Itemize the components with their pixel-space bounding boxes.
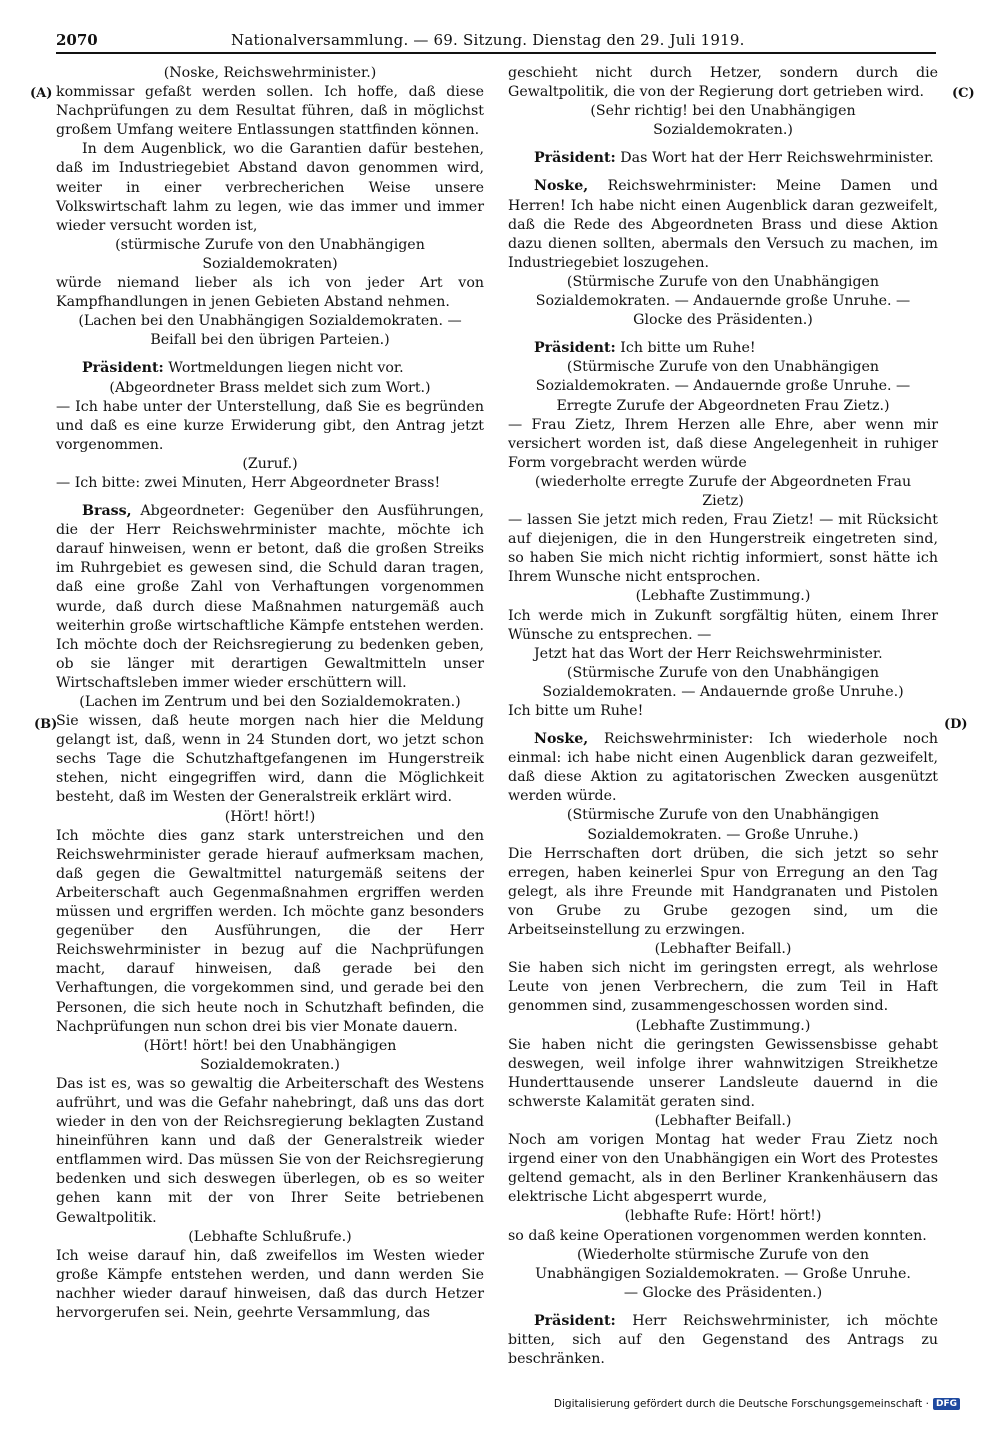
speaker-name: Noske, [534,731,589,748]
paragraph-text: (Stürmische Zurufe von den Unabhängigen Sozialdemokraten. — Andauernde große Unruhe.) [542,664,904,700]
paragraph [508,702,938,721]
interjection [76,312,464,350]
paragraph-text: (Zuruf.) [242,455,298,472]
margin-marker-a: (A) [30,86,53,101]
paragraph-text: — lassen Sie jetzt mich reden, Frau Zietz! — mit Rücksicht auf diejenigen, die in den Hungerstreik eingetreten sind, so haben Sie mich nicht richtig informiert, sonst hätte ich Ihrem Wunsche nicht entsprochen. [508,512,938,586]
interjection [76,808,464,827]
paragraph [508,416,938,473]
page-number: 2070 [56,31,98,49]
paragraph-text: Jetzt hat das Wort der Herr Reichswehrminister. [534,645,883,662]
paragraph-text: (Lachen bei den Unabhängigen Sozialdemokraten. — Beifall bei den übrigen Parteien.) [78,313,462,349]
paragraph [508,339,938,358]
speaker-name: Präsident: [534,340,616,357]
paragraph [56,502,484,693]
interjection [528,940,918,959]
paragraph-text: (stürmische Zurufe von den Unabhängigen Sozialdemokraten) [115,236,425,272]
right-column [508,64,938,1369]
paragraph-text: In dem Augenblick, wo die Garantien dafür bestehen, daß im Industriegebiet Abstand davon genommen wird, weiter in einer verbrecherichen Weise unsere Volkswirtschaft lahm zu legen, wie das immer und immer wieder versucht worden ist, [56,141,484,234]
interjection [76,379,464,398]
paragraph [508,645,938,664]
paragraph-text: Herr Reichswehrminister, ich möchte bitten, sich auf den Gegenstand des Antrags zu beschränken. [508,1312,938,1368]
paragraph [508,149,938,168]
paragraph [56,827,484,1037]
paragraph [56,398,484,455]
paragraph-text: Ich bitte um Ruhe! [508,703,644,719]
margin-marker-b: (B) [34,717,58,732]
paragraph [56,83,484,140]
interjection [528,358,918,415]
interjection [76,64,464,83]
footer-credit: Digitalisierung gefördert durch die Deutsche Forschungsgemeinschaft · [553,1398,929,1410]
paragraph [56,1075,484,1228]
paragraph [56,712,484,807]
dfg-logo: DFG [933,1398,960,1410]
paragraph [56,474,484,493]
interjection [76,455,464,474]
paragraph [56,1247,484,1323]
interjection [528,1112,918,1131]
paragraph-text: Reichswehrminister: Ich wiederhole noch einmal: ich habe nicht einen Augenblick daran gezweifelt, daß diese Aktion zu agitatorischen Zwecken ausgenützt werden würde. [508,731,938,805]
speaker-name: Noske, [534,178,589,195]
interjection [76,236,464,274]
paragraph-text: (Wiederholte stürmische Zurufe von den Unabhängigen Sozialdemokraten. — Große Unruhe. — Glocke des Präsidenten.) [535,1246,911,1301]
paragraph [508,1036,938,1112]
paragraph-text: Reichswehrminister: Meine Damen und Herren! Ich habe nicht einen Augenblick daran gezweifelt, daß die Rede des Abgeordneten Brass und diese Aktion dazu dienen sollten, abermals den Versuch zu machen, im Industriegebiet loszugehen. [508,178,938,271]
paragraph-text: (Lebhafter Beifall.) [654,1112,792,1129]
paragraph-text: (Noske, Reichswehrminister.) [163,65,377,81]
footer [554,1398,960,1410]
page-title: Nationalversammlung. — 69. Sitzung. Dienstag den 29. Juli 1919. [231,31,745,49]
paragraph [508,730,938,806]
paragraph [56,359,484,378]
paragraph-text: (Stürmische Zurufe von den Unabhängigen Sozialdemokraten. — Große Unruhe.) [566,807,880,843]
paragraph-text: Die Herrschaften dort drüben, die sich jetzt so sehr erregen, haben keinerlei Spur von Erregung an den Tag gelegt, als ihre Freunde mit Handgranaten und Pistolen von Grube zu Grube gezogen sind, um die Arbeitseinstellung zu erzwingen. [508,845,938,939]
paragraph [508,1227,938,1246]
interjection [528,664,918,702]
interjection [528,1246,918,1303]
paragraph-text: (Sehr richtig! bei den Unabhängigen Sozialdemokraten.) [590,103,856,139]
interjection [528,473,918,511]
paragraph [56,274,484,312]
speaker-name: Präsident: [534,1312,616,1329]
paragraph-text: (Lebhafter Beifall.) [654,941,792,958]
paragraph-text: Abgeordneter: Gegenüber den Ausführungen, die der Herr Reichswehrminister machte, möchte ich darauf hinweisen, wenn er betont, daß die großen Streiks im Ruhrgebiet es gewesen sind, die Schuld daran tragen, daß eine große Zahl von Verhaftungen vorgenommen wurde, daß durch diese Maßnahmen naturgemäß auch weiterhin große wirtschaftliche Kämpfe entstehen werden. Ich möchte doch der Reichsregierung zu bedenken geben, ob sie länger mit derartigen Gewaltmitteln unser Wirtschaftsleben immer wieder erschüttern will. [56,503,484,691]
speaker-name: Präsident: [534,150,616,167]
paragraph [508,845,938,940]
speaker-name: Brass, [82,503,132,520]
margin-marker-c: (C) [952,86,975,101]
left-column [56,64,484,1323]
paragraph-text: so daß keine Operationen vorgenommen werden konnten. [508,1227,927,1244]
margin-marker-d: (D) [944,717,968,732]
page-header [56,30,936,54]
paragraph-text: (Lachen im Zentrum und bei den Sozialdemokraten.) [79,694,461,710]
paragraph-text: Sie wissen, daß heute morgen nach hier die Meldung gelangt ist, daß, wenn in 24 Stunden dort, wo jetzt schon sechs Tage die Schutzhaftgefangenen im Hungerstreik stehen, nicht eingegriffen wird, dann die Möglichkeit besteht, daß im Westen der Generalstreik erklärt wird. [56,713,484,806]
paragraph-text: (Hört! hört!) [224,808,316,825]
paragraph-text: (Stürmische Zurufe von den Unabhängigen Sozialdemokraten. — Andauernde große Unruhe. — Glocke des Präsidenten.) [535,273,911,329]
paragraph-text: Das Wort hat der Herr Reichswehrminister. [615,150,934,167]
interjection [528,806,918,844]
paragraph [508,511,938,587]
paragraph [508,607,938,645]
interjection [528,587,918,606]
interjection [528,273,918,330]
paragraph-text: (Lebhafte Zustimmung.) [635,588,811,605]
paragraph-text: (Lebhafte Zustimmung.) [635,1017,811,1034]
paragraph [508,959,938,1016]
paragraph-text: (Lebhafte Schlußrufe.) [188,1228,352,1245]
paragraph-text: Sie haben nicht die geringsten Gewissensbisse gehabt deswegen, weil infolge ihrer wahnwitzigen Streikhetze Hunderttausende unserer Landsleute dauernd in die schwerste Kalamität geraten sind. [508,1036,938,1110]
speaker-name: Präsident: [82,360,164,377]
paragraph-text: (Hört! hört! bei den Unabhängigen Sozialdemokraten.) [143,1037,397,1073]
paragraph-text: Das ist es, was so gewaltig die Arbeiterschaft des Westens aufrührt, und was die Gefahr nahebringt, daß uns das dort wieder in den von der Reichsregierung beklagten Zustand hineinführen kann und daß der Generalstreik wieder entflammen wird. Das müssen Sie von der Reichsregierung bedenken und sich deswegen überlegen, ob es so weiter gehen kann mit der von Ihrer Seite betriebenen Gewaltpolitik. [56,1075,484,1226]
interjection [76,693,464,712]
paragraph [56,140,484,235]
interjection [76,1228,464,1247]
paragraph-text: Ich weise darauf hin, daß zweifellos im Westen wieder große Kämpfe entstehen werden, und dann werden Sie nachher wieder darauf hinweisen, daß das durch Hetzer hervorgerufen sei. Nein, geehrte Versammlung, das [56,1247,484,1321]
paragraph-text: kommissar gefaßt werden sollen. Ich hoffe, daß diese Nachprüfungen zu dem Resultat führen, daß in möglichst großem Umfang weitere Entlassungen stattfinden können. [56,84,484,139]
paragraph-text: würde niemand lieber als ich von jeder Art von Kampfhandlungen in jenen Gebieten Abstand nehmen. [56,275,484,311]
paragraph-text: (lebhafte Rufe: Hört! hört!) [624,1208,822,1225]
paragraph-text: Ich bitte um Ruhe! [615,340,756,357]
paragraph [508,1131,938,1207]
paragraph [508,1312,938,1369]
paragraph-text: (Stürmische Zurufe von den Unabhängigen Sozialdemokraten. — Andauernde große Unruhe. — Erregte Zurufe der Abgeordneten Frau Zietz.) [535,359,911,414]
paragraph-text: — Ich habe unter der Unterstellung, daß Sie es begründen und daß es eine kurze Erwiderung gibt, den Antrag jetzt vorgenommen. [56,398,484,453]
interjection [76,1037,464,1075]
paragraph [508,177,938,272]
paragraph-text: Wortmeldungen liegen nicht vor. [163,360,404,377]
interjection [528,1207,918,1226]
paragraph-text: Ich möchte dies ganz stark unterstreichen und den Reichswehrminister gerade hierauf aufmerksam machen, daß gegen die Gewaltmittel naturgemäß seitens der Arbeiterschaft auch Gegenmaßnahmen ergriffen werden müssen und ergriffen werden. Ich möchte ganz besonders gegenüber den Ausführungen, die der Herr Reichswehrminister in bezug auf die Nachprüfungen macht, darauf hinweisen, daß gerade bei den Verhaftungen, die vorgekommen sind, und gerade bei den Personen, die sich heute noch in Schutzhaft befinden, die Nachprüfungen nun schon drei bis vier Monate dauern. [56,827,484,1035]
interjection [528,1017,918,1036]
paragraph [508,64,938,102]
paragraph-text: Noch am vorigen Montag hat weder Frau Zietz noch irgend einer von den Unabhängigen ein Wort des Protestes geltend gemacht, als in den Berliner Krankenhäusern das elektrische Licht abgesperrt wurde, [508,1132,938,1206]
paragraph-text: Sie haben sich nicht im geringsten erregt, als wehrlose Leute von jenen Verbrechern, die zum Teil in Haft genommen sind, zusammengeschossen worden sind. [508,960,938,1015]
paragraph-text: Ich werde mich in Zukunft sorgfältig hüten, einem Ihrer Wünsche zu entsprechen. — [508,607,938,643]
interjection [528,102,918,140]
paragraph-text: (wiederholte erregte Zurufe der Abgeordneten Frau Zietz) [534,473,912,509]
paragraph-text: (Abgeordneter Brass meldet sich zum Wort.) [109,379,431,396]
paragraph-text: — Frau Zietz, Ihrem Herzen alle Ehre, aber wenn mir versichert worden ist, daß diese Angelegenheit in ruhiger Form vorgebracht werden würde [508,416,938,471]
paragraph-text: geschieht nicht durch Hetzer, sondern durch die Gewaltpolitik, die von der Regierung dort getrieben wird. [508,65,938,101]
paragraph-text: — Ich bitte: zwei Minuten, Herr Abgeordneter Brass! [56,474,441,491]
